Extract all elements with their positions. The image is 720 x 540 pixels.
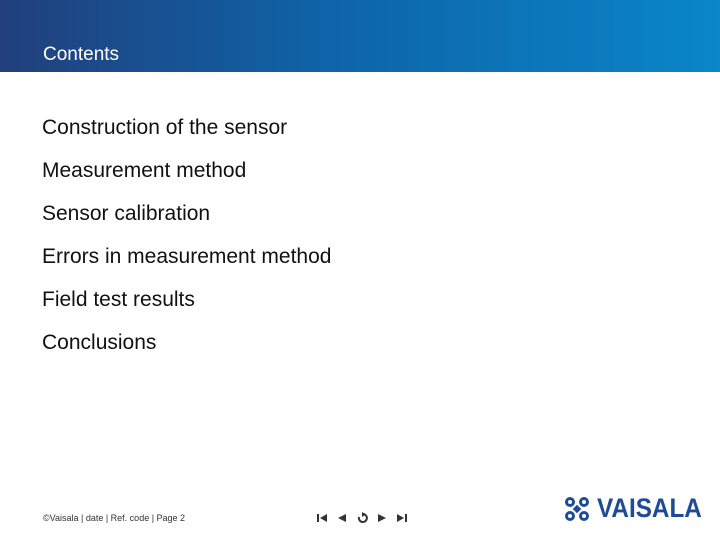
agenda-item-measurement-method: Measurement method: [42, 159, 247, 182]
agenda-item-sensor-calibration: Sensor calibration: [42, 202, 211, 225]
vaisala-logo: [563, 493, 714, 524]
vaisala-logo-icon: [563, 495, 591, 523]
slide-title: Contents: [43, 44, 120, 65]
slide-navigation: [316, 511, 408, 525]
first-slide-icon[interactable]: [316, 512, 328, 524]
agenda-item-construction: Construction of the sensor: [42, 116, 288, 139]
last-slide-icon[interactable]: [396, 512, 408, 524]
vaisala-logo-text: VAISALA: [597, 493, 702, 523]
agenda-list: [42, 117, 331, 375]
footer-text: ©Vaisala | date | Ref. code | Page 2: [43, 513, 186, 523]
header-bar: [0, 0, 720, 72]
agenda-item-field-test-results: Field test results: [42, 288, 195, 311]
agenda-item-errors: Errors in measurement method: [42, 245, 332, 268]
agenda-item-conclusions: Conclusions: [42, 331, 157, 354]
previous-slide-icon[interactable]: [336, 512, 348, 524]
return-icon[interactable]: [356, 512, 368, 524]
next-slide-icon[interactable]: [376, 512, 388, 524]
